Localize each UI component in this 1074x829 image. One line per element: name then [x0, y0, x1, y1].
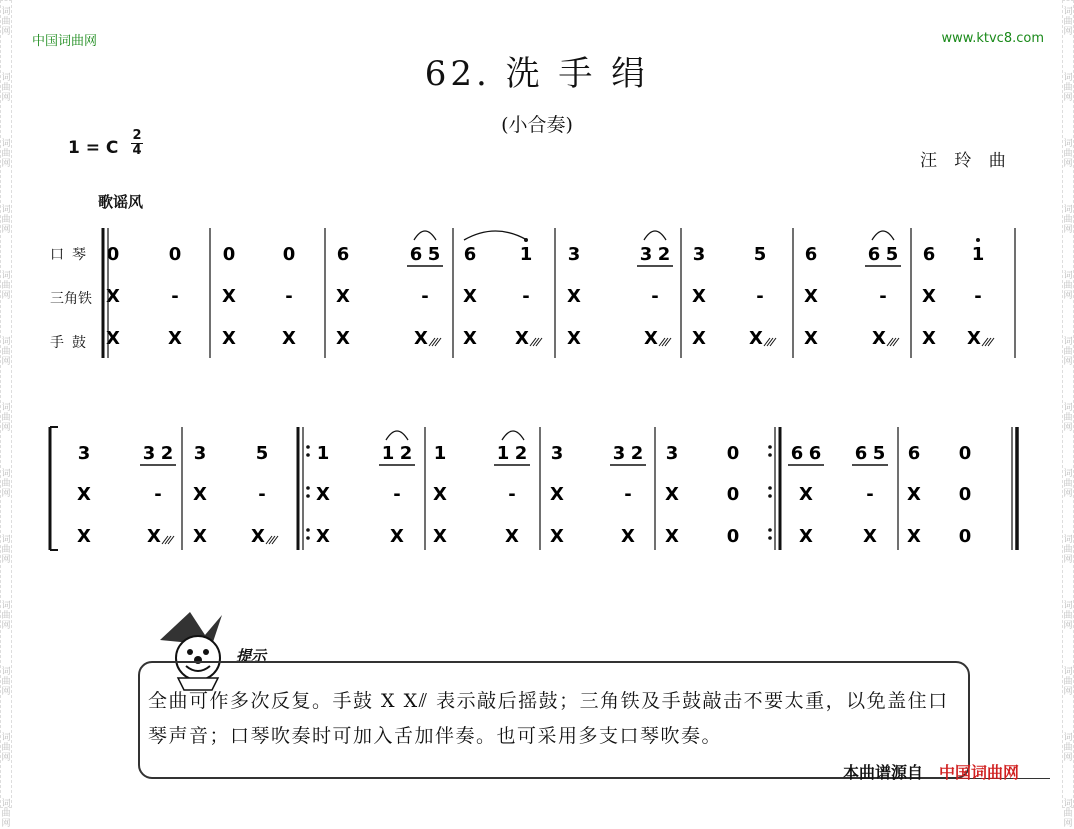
footer-site[interactable]: 中国词曲网	[939, 763, 1020, 782]
drum-hit: X	[106, 286, 120, 307]
note: 1	[381, 443, 395, 464]
drum-hit: X	[390, 526, 404, 547]
tip-label: 提示	[236, 647, 267, 665]
note: 1	[496, 443, 510, 464]
note: 0	[106, 244, 120, 265]
drum-hit: X	[692, 286, 706, 307]
drum-hit: X	[336, 328, 350, 349]
repeat-dot	[768, 494, 772, 498]
note: 0	[726, 484, 740, 505]
drum-hit: X	[550, 526, 564, 547]
song-subtitle: (小合奏)	[501, 114, 573, 136]
roll-mark	[887, 338, 893, 346]
repeat-dot	[306, 453, 310, 457]
repeat-dot	[306, 486, 310, 490]
roll-mark	[985, 338, 991, 346]
dash: -	[154, 484, 162, 505]
drum-hit: X	[433, 484, 447, 505]
dash: -	[624, 484, 632, 505]
drum-hit: X	[168, 328, 182, 349]
drum-hit: X	[567, 286, 581, 307]
note: 3	[665, 443, 679, 464]
slur	[464, 231, 527, 240]
repeat-dot	[306, 536, 310, 540]
drum-hit: X	[922, 328, 936, 349]
note: 6	[804, 244, 818, 265]
dash: -	[651, 286, 659, 307]
roll-mark	[982, 338, 988, 346]
drum-hit: X	[251, 526, 265, 547]
drum-hit: X	[515, 328, 529, 349]
roll-mark	[435, 338, 441, 346]
drum-hit: X	[463, 328, 477, 349]
key-signature: 1 = C	[68, 138, 119, 158]
drum-hit: X	[692, 328, 706, 349]
note: 3	[193, 443, 207, 464]
note: 6	[409, 244, 423, 265]
note: 3	[639, 244, 653, 265]
dash: -	[171, 286, 179, 307]
drum-hit: X	[907, 484, 921, 505]
right-watermark-strip: 词曲网 词曲网 词曲网 词曲网 词曲网 词曲网 词曲网 词曲网 词曲网 词曲网 词曲网 词曲网 词曲网	[1062, 0, 1074, 808]
drum-hit: X	[907, 526, 921, 547]
roll-mark	[272, 536, 278, 544]
note: 2	[630, 443, 644, 464]
drum-hit: X	[193, 484, 207, 505]
roll-mark	[659, 338, 665, 346]
slur	[872, 231, 894, 240]
roll-mark	[890, 338, 896, 346]
roll-mark	[165, 536, 171, 544]
drum-hit: X	[193, 526, 207, 547]
note: 3	[550, 443, 564, 464]
drum-hit: X	[77, 526, 91, 547]
drum-hit: X	[922, 286, 936, 307]
note: 6	[463, 244, 477, 265]
drum-hit: X	[644, 328, 658, 349]
slur	[386, 431, 408, 440]
roll-mark	[432, 338, 438, 346]
roll-mark	[893, 338, 899, 346]
roll-mark	[767, 338, 773, 346]
dash: -	[285, 286, 293, 307]
drum-hit: X	[147, 526, 161, 547]
note: 0	[958, 526, 972, 547]
drum-hit: X	[872, 328, 886, 349]
roll-mark	[770, 338, 776, 346]
roll-mark	[530, 338, 536, 346]
slur	[502, 431, 524, 440]
note: 3	[567, 244, 581, 265]
dash: -	[522, 286, 530, 307]
drum-hit: X	[863, 526, 877, 547]
note: 1	[433, 443, 447, 464]
note: 5	[255, 443, 269, 464]
drum-hit: X	[749, 328, 763, 349]
instrument-drum: 手鼓	[50, 335, 94, 351]
dash: -	[508, 484, 516, 505]
song-title: 62. 洗 手 绢	[424, 54, 650, 94]
roll-mark	[429, 338, 435, 346]
repeat-dot	[768, 453, 772, 457]
note: 2	[657, 244, 671, 265]
slur	[414, 231, 436, 240]
repeat-dot	[306, 494, 310, 498]
note: 6	[790, 443, 804, 464]
roll-mark	[665, 338, 671, 346]
drum-hit: X	[665, 484, 679, 505]
drum-hit: X	[665, 526, 679, 547]
drum-hit: X	[804, 286, 818, 307]
repeat-dot	[768, 528, 772, 532]
roll-mark	[269, 536, 275, 544]
note: 5	[885, 244, 899, 265]
tempo-marking: 歌谣风	[98, 193, 144, 211]
drum-hit: X	[222, 286, 236, 307]
drum-hit: X	[967, 328, 981, 349]
drum-hit: X	[316, 526, 330, 547]
footer-source-label: 本曲谱源自	[843, 763, 924, 782]
tip-text: 全曲可作多次反复。手鼓 X X⫽ 表示敲后摇鼓；三角铁及手鼓敲击不要太重，以免盖住口琴声音；口琴吹奏时可加入舌加伴奏。也可采用多支口琴吹奏。	[148, 690, 949, 747]
roll-mark	[764, 338, 770, 346]
dash: -	[879, 286, 887, 307]
repeat-dot	[768, 445, 772, 449]
note: 6	[907, 443, 921, 464]
note: 0	[726, 526, 740, 547]
note: 5	[753, 244, 767, 265]
drum-hit: X	[799, 526, 813, 547]
drum-hit: X	[433, 526, 447, 547]
roll-mark	[162, 536, 168, 544]
footer-source	[843, 760, 1019, 783]
drum-hit: X	[550, 484, 564, 505]
note: 3	[612, 443, 626, 464]
note: 5	[427, 244, 441, 265]
meter-top: 2	[132, 128, 142, 143]
note: 1	[519, 244, 533, 265]
roll-mark	[988, 338, 994, 346]
drum-hit: X	[106, 328, 120, 349]
note: 5	[872, 443, 886, 464]
note: 3	[142, 443, 156, 464]
drum-hit: X	[282, 328, 296, 349]
note: 3	[77, 443, 91, 464]
high-octave-dot	[976, 238, 980, 242]
dash: -	[866, 484, 874, 505]
roll-mark	[662, 338, 668, 346]
note: 2	[399, 443, 413, 464]
drum-hit: X	[799, 484, 813, 505]
roll-mark	[536, 338, 542, 346]
note: 2	[514, 443, 528, 464]
drum-hit: X	[804, 328, 818, 349]
drum-hit: X	[505, 526, 519, 547]
drum-hit: X	[463, 286, 477, 307]
repeat-dot	[306, 445, 310, 449]
instrument-triangle: 三角铁	[50, 291, 92, 307]
dash: -	[756, 286, 764, 307]
roll-mark	[533, 338, 539, 346]
note: 3	[692, 244, 706, 265]
drum-hit: X	[316, 484, 330, 505]
repeat-dot	[768, 486, 772, 490]
slur	[644, 231, 666, 240]
dash: -	[258, 484, 266, 505]
note: 6	[808, 443, 822, 464]
note: 6	[854, 443, 868, 464]
instrument-harmonica: 口琴	[50, 247, 94, 263]
drum-hit: X	[414, 328, 428, 349]
note: 0	[958, 484, 972, 505]
note: 0	[958, 443, 972, 464]
repeat-dot	[306, 528, 310, 532]
note: 1	[316, 443, 330, 464]
note: 0	[282, 244, 296, 265]
roll-mark	[168, 536, 174, 544]
dash: -	[974, 286, 982, 307]
repeat-dot	[768, 536, 772, 540]
roll-mark	[266, 536, 272, 544]
drum-hit: X	[222, 328, 236, 349]
note: 0	[168, 244, 182, 265]
dash: -	[421, 286, 429, 307]
dash: -	[393, 484, 401, 505]
drum-hit: X	[621, 526, 635, 547]
drum-hit: X	[77, 484, 91, 505]
site-url[interactable]: www.ktvc8.com	[941, 31, 1044, 46]
meter-bottom: 4	[132, 143, 142, 158]
note: 0	[726, 443, 740, 464]
drum-hit: X	[567, 328, 581, 349]
drum-hit: X	[336, 286, 350, 307]
note: 6	[336, 244, 350, 265]
site-name: 中国词曲网	[32, 34, 98, 49]
note: 6	[922, 244, 936, 265]
note: 0	[222, 244, 236, 265]
note: 1	[971, 244, 985, 265]
note: 2	[160, 443, 174, 464]
composer: 汪 玲 曲	[920, 151, 1012, 171]
left-watermark-strip: 词曲网 词曲网 词曲网 词曲网 词曲网 词曲网 词曲网 词曲网 词曲网 词曲网 词曲网 词曲网 词曲网	[0, 0, 12, 808]
note: 6	[867, 244, 881, 265]
